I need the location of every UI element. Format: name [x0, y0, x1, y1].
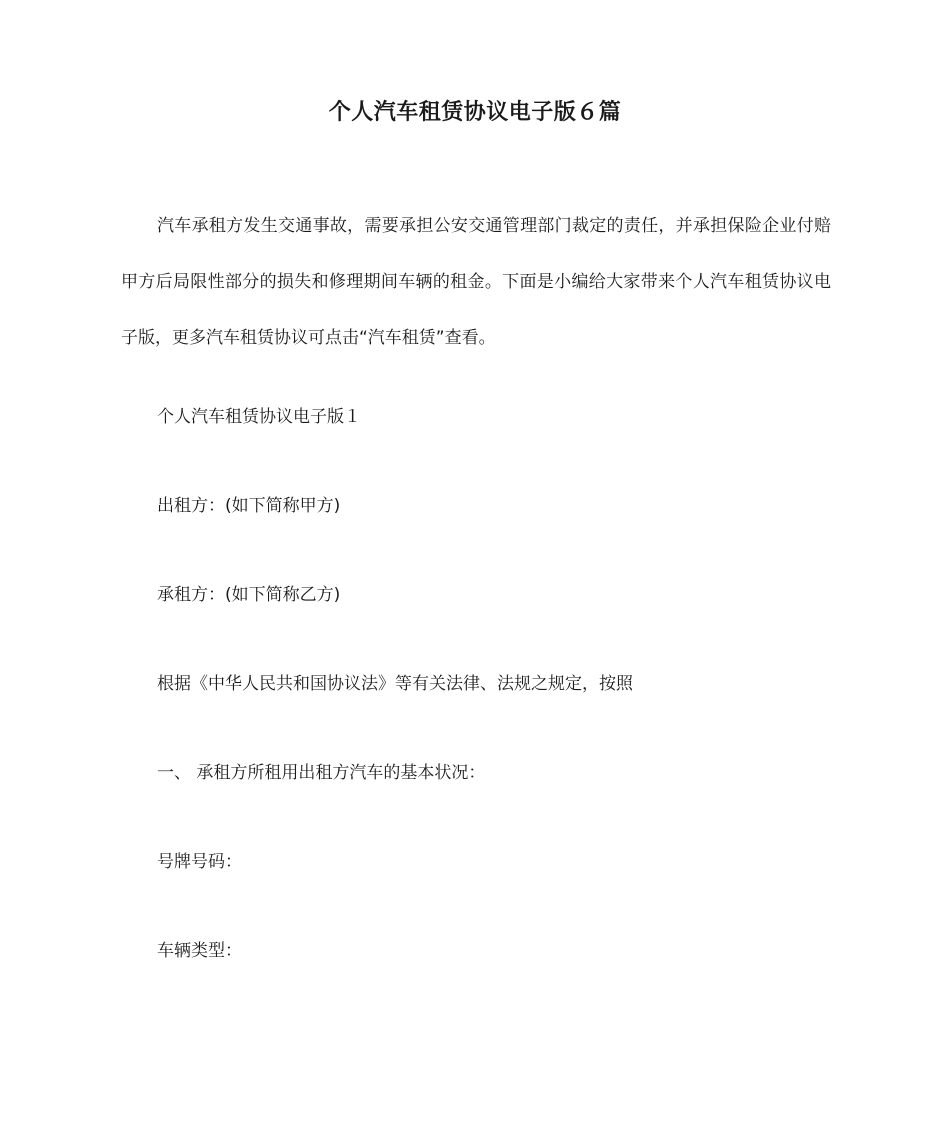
legal-basis-line: 根据《中华人民共和国协议法》等有关法律、法规之规定，按照	[157, 674, 633, 694]
section-heading-agreement-1: 个人汽车租赁协议电子版１	[157, 407, 361, 427]
lessee-line: 承租方：(如下简称乙方)	[157, 585, 341, 605]
intro-paragraph: 汽车承租方发生交通事故，需要承担公安交通管理部门裁定的责任，并承担保险企业付赔甲方后局限性部分的损失和修理期间车辆的租金。下面是小编给大家带来个人汽车租赁协议电子版，更多汽车租赁协议可点击“汽车租赁”查看。	[121, 216, 831, 348]
plate-number-field: 号牌号码：	[157, 852, 242, 872]
lessor-line: 出租方：(如下简称甲方)	[157, 496, 341, 516]
document-title: 个人汽车租赁协议电子版６篇	[328, 100, 622, 125]
clause-1-heading: 一、 承租方所租用出租方汽车的基本状况：	[157, 763, 486, 783]
vehicle-type-field: 车辆类型：	[157, 941, 242, 961]
